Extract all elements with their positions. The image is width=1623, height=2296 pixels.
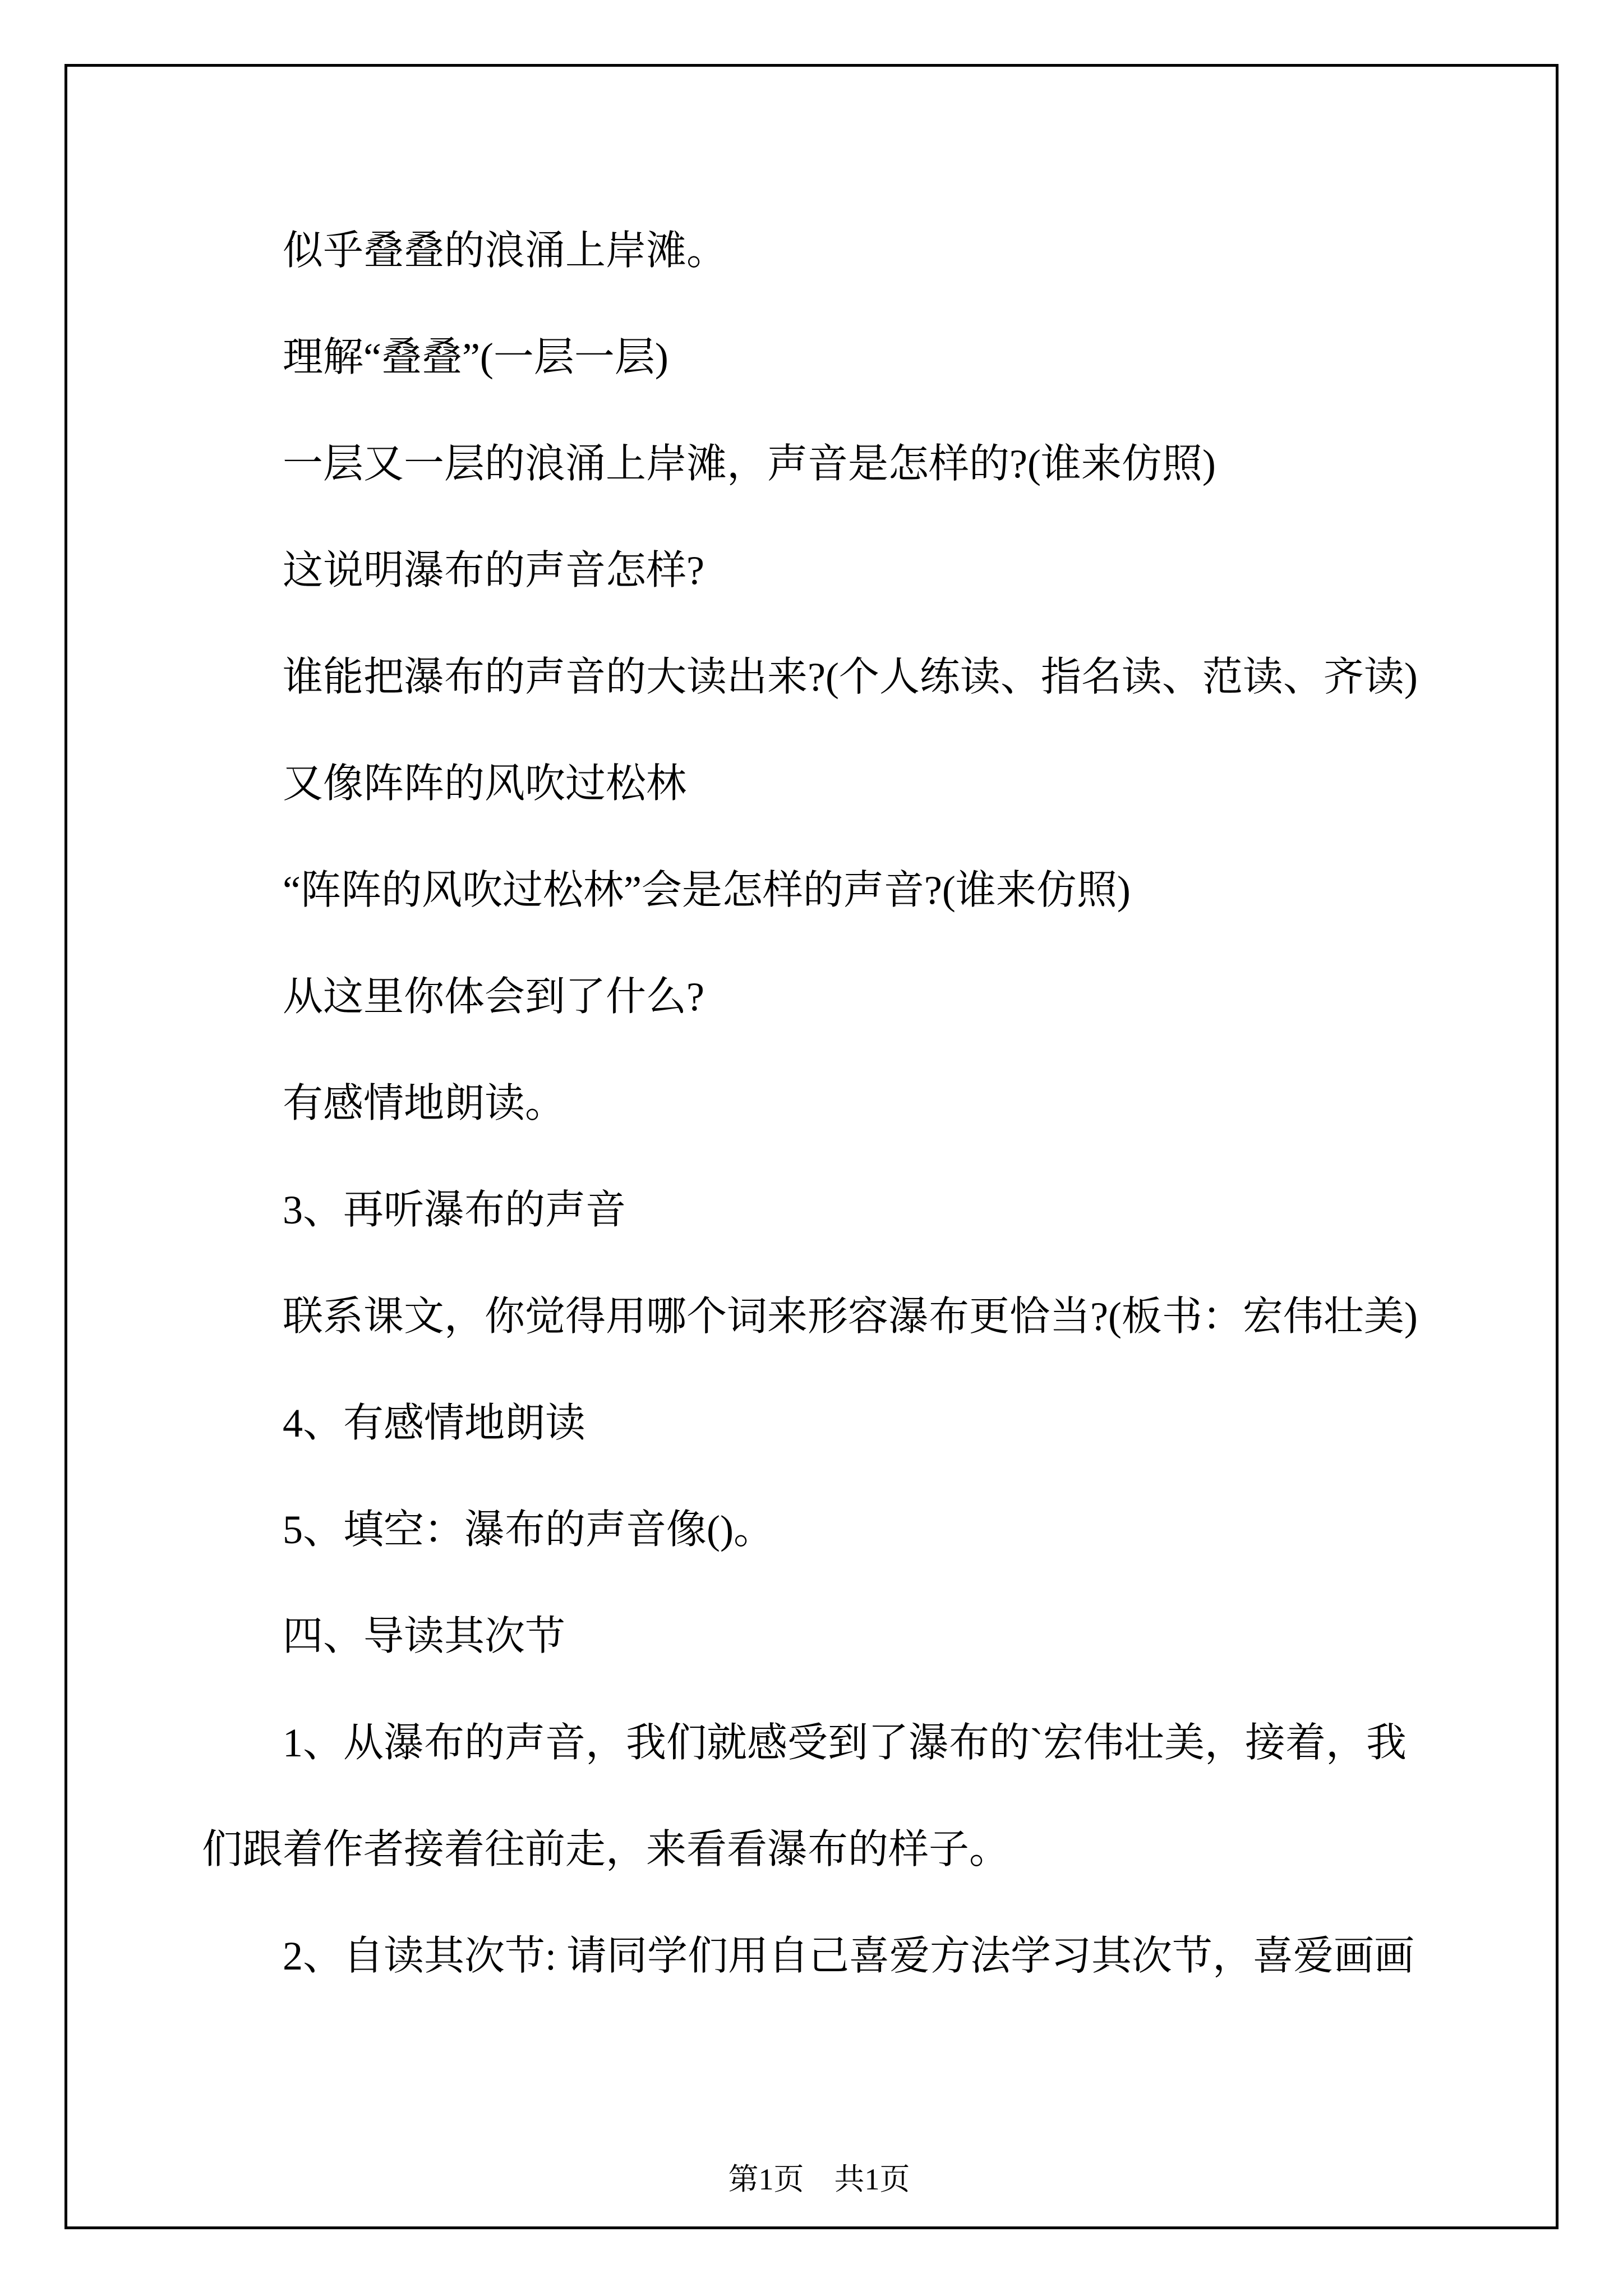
text-line: 又像阵阵的风吹过松林: [283, 761, 687, 806]
text-line: 联系课文，你觉得用哪个词来形容瀑布更恰当?(板书：宏伟壮美): [283, 1294, 1418, 1339]
text-line: 这说明瀑布的声音怎样?: [283, 548, 704, 593]
text-line: “阵阵的风吹过松林”会是怎样的声音?(谁来仿照): [283, 868, 1131, 913]
text-line: 们跟着作者接着往前走，来看看瀑布的样子。: [202, 1827, 1010, 1872]
text-line: 4、有感情地朗读: [283, 1401, 586, 1446]
text-line: 一层又一层的浪涌上岸滩，声音是怎样的?(谁来仿照): [283, 441, 1216, 486]
document-body: [202, 197, 1424, 2009]
text-line: 2、自读其次节: 请同学们用自己喜爱方法学习其次节，喜爱画画: [283, 1934, 1415, 1978]
text-line: 5、填空：瀑布的声音像()。: [283, 1507, 774, 1552]
page-number: 第1页 共1页: [728, 2162, 910, 2196]
page-footer: [0, 2129, 1623, 2196]
text-line: 3、再听瀑布的声音: [283, 1188, 626, 1232]
text-line: 谁能把瀑布的声音的大读出来?(个人练读、指名读、范读、齐读): [283, 655, 1418, 700]
text-line: 四、导读其次节: [283, 1614, 566, 1659]
text-line: 从这里你体会到了什么?: [283, 974, 704, 1019]
text-line: 1、从瀑布的声音，我们就感受到了瀑布的`宏伟壮美，接着，我: [283, 1720, 1407, 1765]
text-line: 似乎叠叠的浪涌上岸滩。: [283, 228, 727, 273]
text-line: 有感情地朗读。: [283, 1081, 566, 1126]
text-line: 理解“叠叠”(一层一层): [283, 335, 668, 380]
